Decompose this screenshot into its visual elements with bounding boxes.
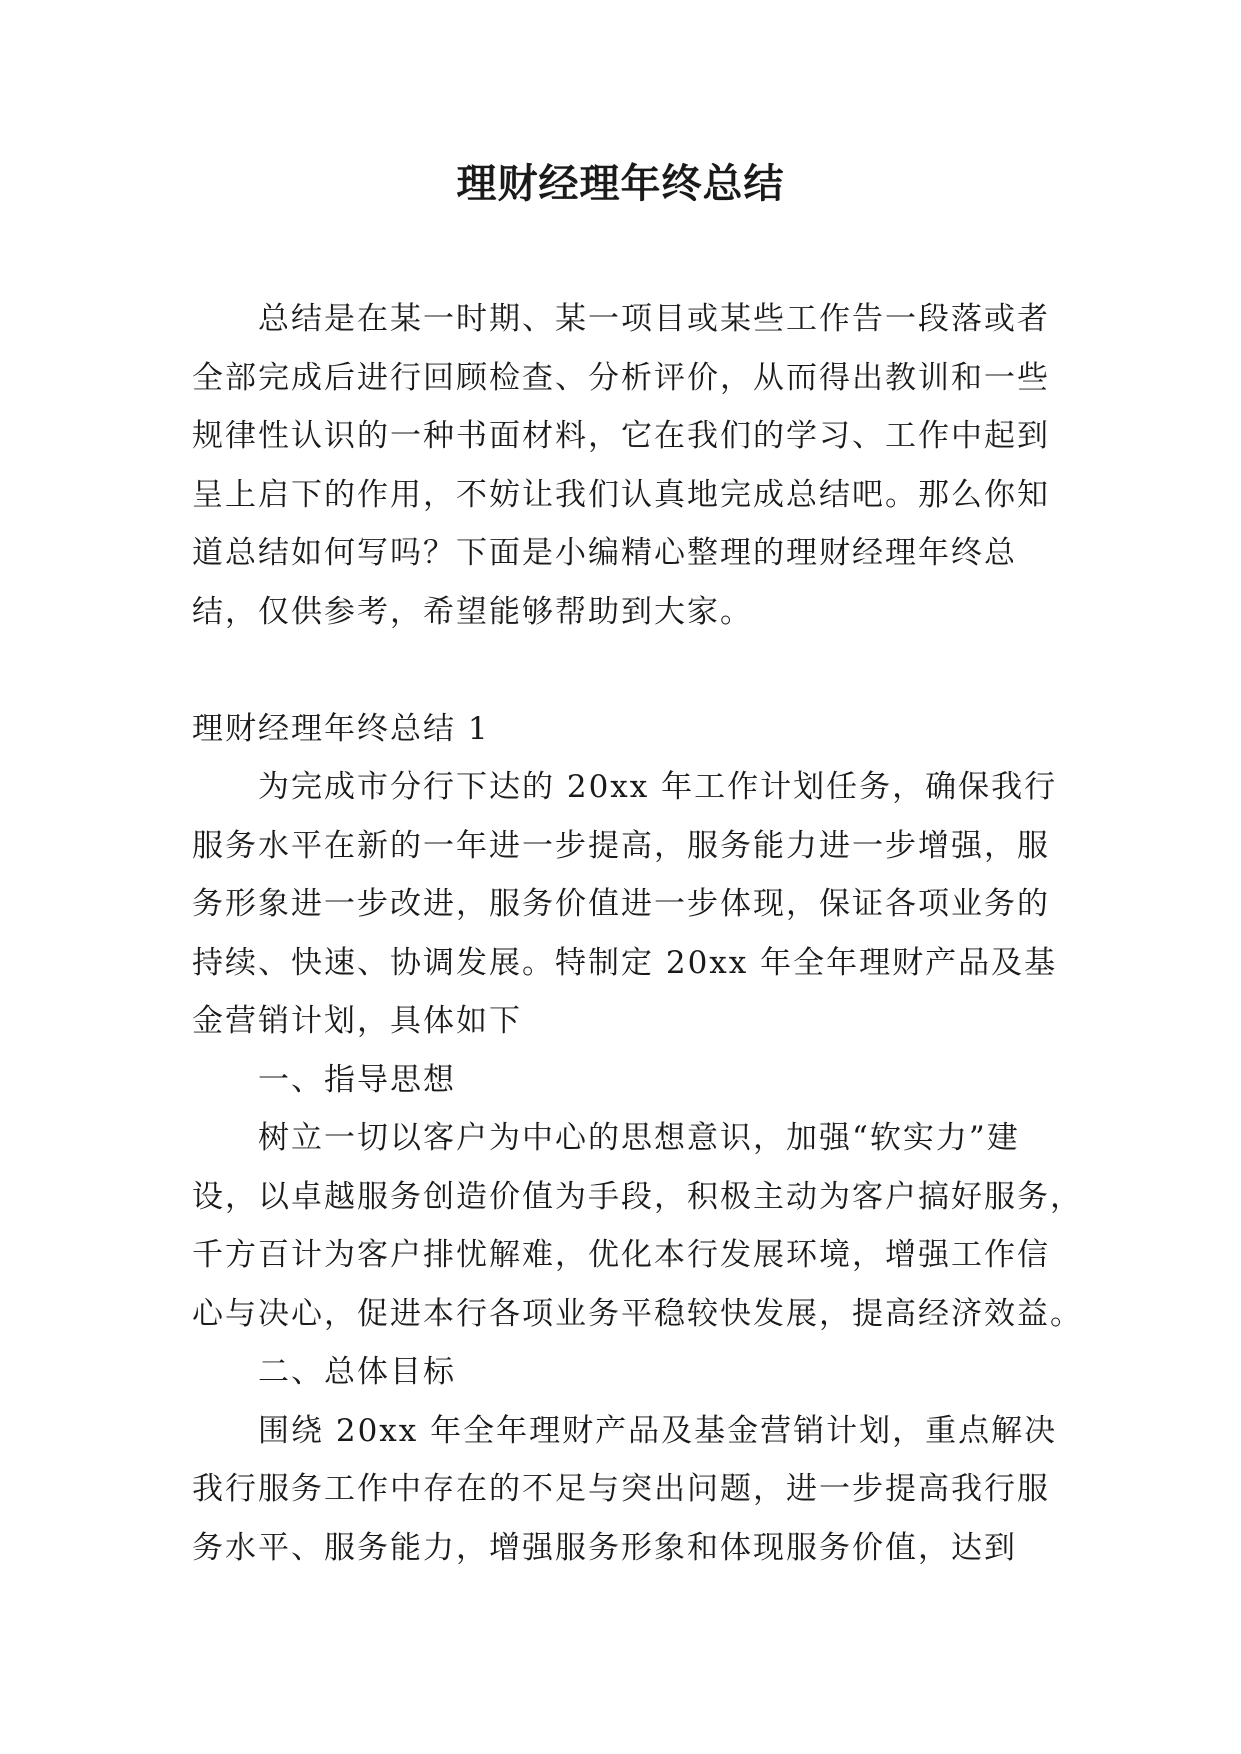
body-line: 务水平、服务能力，增强服务形象和体现服务价值，达到 <box>192 1529 1017 1566</box>
document-body <box>192 290 1083 1577</box>
document-title: 理财经理年终总结 <box>456 160 785 207</box>
body-line: 务形象进一步改进，服务价值进一步体现，保证各项业务的 <box>192 886 1050 922</box>
body-line: 金营销计划，具体如下 <box>192 1003 522 1039</box>
body-line: 千方百计为客户排忧解难，优化本行发展环境，增强工作信 <box>192 1237 1050 1273</box>
body-line: 设，以卓越服务创造价值为手段，积极主动为客户搞好服务， <box>192 1178 1083 1215</box>
section-heading: 理财经理年终总结 1 <box>192 710 490 747</box>
intro-line: 总结是在某一时期、某一项目或某些工作告一段落或者 <box>192 301 1050 337</box>
intro-line: 规律性认识的一种书面材料，它在我们的学习、工作中起到 <box>192 418 1050 454</box>
intro-line: 全部完成后进行回顾检查、分析评价，从而得出教训和一些 <box>192 359 1050 396</box>
body-line: 我行服务工作中存在的不足与突出问题，进一步提高我行服 <box>192 1471 1050 1507</box>
body-line: 服务水平在新的一年进一步提高，服务能力进一步增强，服 <box>192 827 1050 864</box>
intro-line: 结，仅供参考，希望能够帮助到大家。 <box>192 593 753 630</box>
body-line: 为完成市分行下达的 20xx 年工作计划任务，确保我行 <box>192 769 1058 805</box>
body-line: 心与决心，促进本行各项业务平稳较快发展，提高经济效益。 <box>192 1295 1083 1332</box>
body-line: 树立一切以客户为中心的思想意识，加强“软实力”建 <box>192 1120 1020 1156</box>
intro-line: 呈上启下的作用，不妨让我们认真地完成总结吧。那么你知 <box>192 476 1050 513</box>
subheading-guiding-ideology: 一、指导思想 <box>192 1061 456 1098</box>
body-line: 围绕 20xx 年全年理财产品及基金营销计划，重点解决 <box>192 1412 1058 1449</box>
intro-line: 道总结如何写吗？下面是小编精心整理的理财经理年终总 <box>192 535 1017 571</box>
paragraph-gap <box>192 641 1048 700</box>
subheading-overall-goal: 二、总体目标 <box>192 1354 456 1390</box>
body-line: 持续、快速、协调发展。特制定 20xx 年全年理财产品及基 <box>192 944 1058 981</box>
